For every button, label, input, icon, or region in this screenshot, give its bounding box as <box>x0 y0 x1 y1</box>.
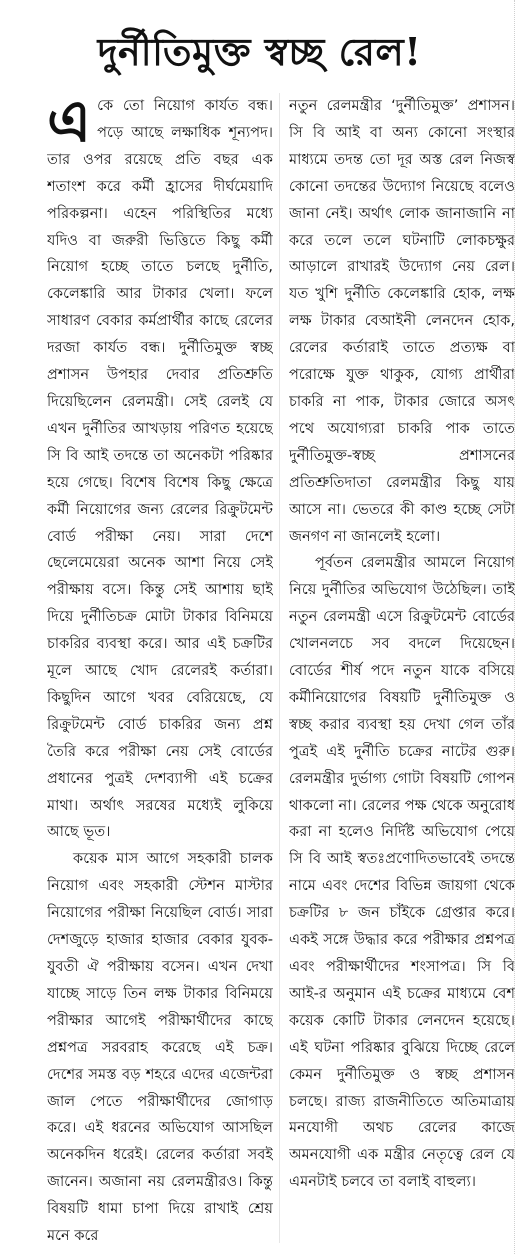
left-column <box>47 93 273 1253</box>
paragraph <box>47 93 273 846</box>
paragraph: পূর্বতন রেলমন্ত্রীর আমলে নিয়োগ নিয়ে দুর্নীতির অভিযোগ উঠেছিল। তাই নতুন রেলমন্ত্রী এসে রিক্রুটমেন্ট বোর্ডের খোলনলচে সব বদলে দিয়েছেন। বোর্ডের শীর্ষ পদে নতুন যাকে বসিয়ে কর্মীনিয়োগের বিষয়টি দুর্নীতিমুক্ত ও স্বচ্ছ করার ব্যবস্থা হয় দেখা গেল তাঁর পুত্রই এই দুর্নীতি চক্রের নাটের গুরু। রেলমন্ত্রীর দুর্ভাগ্য গোটা বিষয়টি গোপন থাকলো না। রেলের পক্ষ থেকে অনুরোধ করা না হলেও নির্দিষ্ট অভিযোগ পেয়ে সি বি আই স্বতঃপ্রণোদিতভাবেই তদন্তে নামে এবং দেশের বিভিন্ন জায়গা থেকে চক্রটির ৮ জন চাঁইকে গ্রেপ্তার করে। একই সঙ্গে উদ্ধার করে পরীক্ষার প্রশ্নপত্র এবং পরীক্ষার্থীদের শংসাপত্র। সি বি আই-র অনুমান এই চক্রের মাধ্যমে বেশ কয়েক কোটি টাকার লেনদেন হয়েছে। এই ঘটনা পরিষ্কার বুঝিয়ে দিচ্ছে রেলে কেমন দুর্নীতিমুক্ত ও স্বচ্ছ প্রশাসন চলছে। রাজ্য রাজনীতিতে অতিমাত্রায় মনযোগী অথচ রেলের কাজে অমনযোগী এক মন্ত্রীর নেতৃত্বে রেল যে এমনটাই চলবে তা বলাই বাহুল্য। <box>289 554 515 1191</box>
paragraph: কয়েক মাস আগে সহকারী চালক নিয়োগ এবং সহকারী স্টেশন মাস্টার নিয়োগের পরীক্ষা নিয়েছিল বোর্ড। সারা দেশজুড়ে হাজার হাজার বেকার যুবক-যুবতী ঐ পরীক্ষায় বসেন। এখন দেখা যাচ্ছে সাড়ে তিন লক্ষ টাকার বিনিময়ে পরীক্ষার আগেই পরীক্ষার্থীদের কাছে প্রশ্নপত্র সরবরাহ করেছে এই চক্র। দেশের সমস্ত বড় শহরে এদের এজেন্টরা জাল পেতে পরীক্ষার্থীদের জোগাড় করে। এই ধরনের অভিযোগ আসছিল অনেকদিন ধরেই। রেলের কর্তারা সবই জানেন। অজানা নয় রেলমন্ত্রীরও। কিন্তু বিষয়টি ধামা চাপা দিয়ে রাখাই শ্রেয় মনে করে <box>47 850 273 1245</box>
headline: দুর্নীতিমুক্ত স্বচ্ছ রেল! <box>97 29 422 74</box>
clipping-edge <box>514 0 515 1254</box>
right-column <box>289 93 515 1253</box>
drop-cap: এ <box>47 93 92 155</box>
column-divider <box>279 93 280 1243</box>
paragraph: নতুন রেলমন্ত্রীর ‘দুর্নীতিমুক্ত’ প্রশাসন। সি বি আই বা অন্য কোনো সংস্থার মাধ্যমে তদন্ত তো দূর অস্ত রেল নিজস্ব কোনো তদন্তের উদ্যোগ নিয়েছে বলেও জানা নেই। অর্থাৎ লোক জানাজানি না করে তলে তলে ঘটনাটি লোকচক্ষুর আড়ালে রাখারই উদ্যোগ নেয় রেল। যত খুশি দুর্নীতি কেলেঙ্কারি হোক, লক্ষ লক্ষ টাকার বেআইনী লেনদেন হোক, রেলের কর্তারাই তাতে প্রত্যক্ষ বা পরোক্ষে যুক্ত থাকুক, যোগ্য প্রার্থীরা চাকরি না পাক, টাকার জোরে অসৎ পথে অযোগ্যরা চাকরি পাক তাতে দুর্নীতিমুক্ত-স্বচ্ছ প্রশাসনের প্রতিশ্রুতিদাতা রেলমন্ত্রীর কিছু যায় আসে না। ভেতরে কী কাণ্ড হচ্ছে সেটা জনগণ না জানলেই হলো। <box>289 97 515 545</box>
paragraph-text: কে তো নিয়োগ কার্যত বন্ধ। পড়ে আছে লক্ষাধিক শূন্যপদ। তার ওপর রয়েছে প্রতি বছর এক শতাংশ করে কর্মী হ্রাসের দীর্ঘমেয়াদি পরিকল্পনা। এহেন পরিস্থিতির মধ্যে যদিও বা জরুরী ভিত্তিতে কিছু কর্মী নিয়োগ হচ্ছে তাতে চলছে দুর্নীতি, কেলেঙ্কারি আর টাকার খেলা। ফলে সাধারণ বেকার কর্মপ্রার্থীর কাছে রেলের দরজা কার্যত বন্ধ। দুর্নীতিমুক্ত স্বচ্ছ প্রশাসন উপহার দেবার প্রতিশ্রুতি দিয়েছিলেন রেলমন্ত্রী। সেই রেলই যে এখন দুর্নীতির আখড়ায় পরিণত হয়েছে সি বি আই তদন্তে তা অনেকটা পরিষ্কার হয়ে গেছে। বিশেষ বিশেষ কিছু ক্ষেত্রে কর্মী নিয়োগের জন্য রেলের রিক্রুটমেন্ট বোর্ড পরীক্ষা নেয়। সারা দেশে ছেলেমেয়েরা অনেক আশা নিয়ে সেই পরীক্ষায় বসে। কিন্তু সেই আশায় ছাই দিয়ে দুর্নীতিচক্র মোটা টাকার বিনিময়ে চাকরির ব্যবস্থা করে। আর এই চক্রটির মূলে আছে খোদ রেলেরই কর্তারা। কিছুদিন আগে খবর বেরিয়েছে, যে রিক্রুটমেন্ট বোর্ড চাকরির জন্য প্রশ্ন তৈরি করে পরীক্ষা নেয় সেই বোর্ডের প্রধানের পুত্রই দেশব্যাপী এই চক্রের মাথা। অর্থাৎ সরষের মধ্যেই লুকিয়ে আছে ভূত। <box>47 97 273 841</box>
